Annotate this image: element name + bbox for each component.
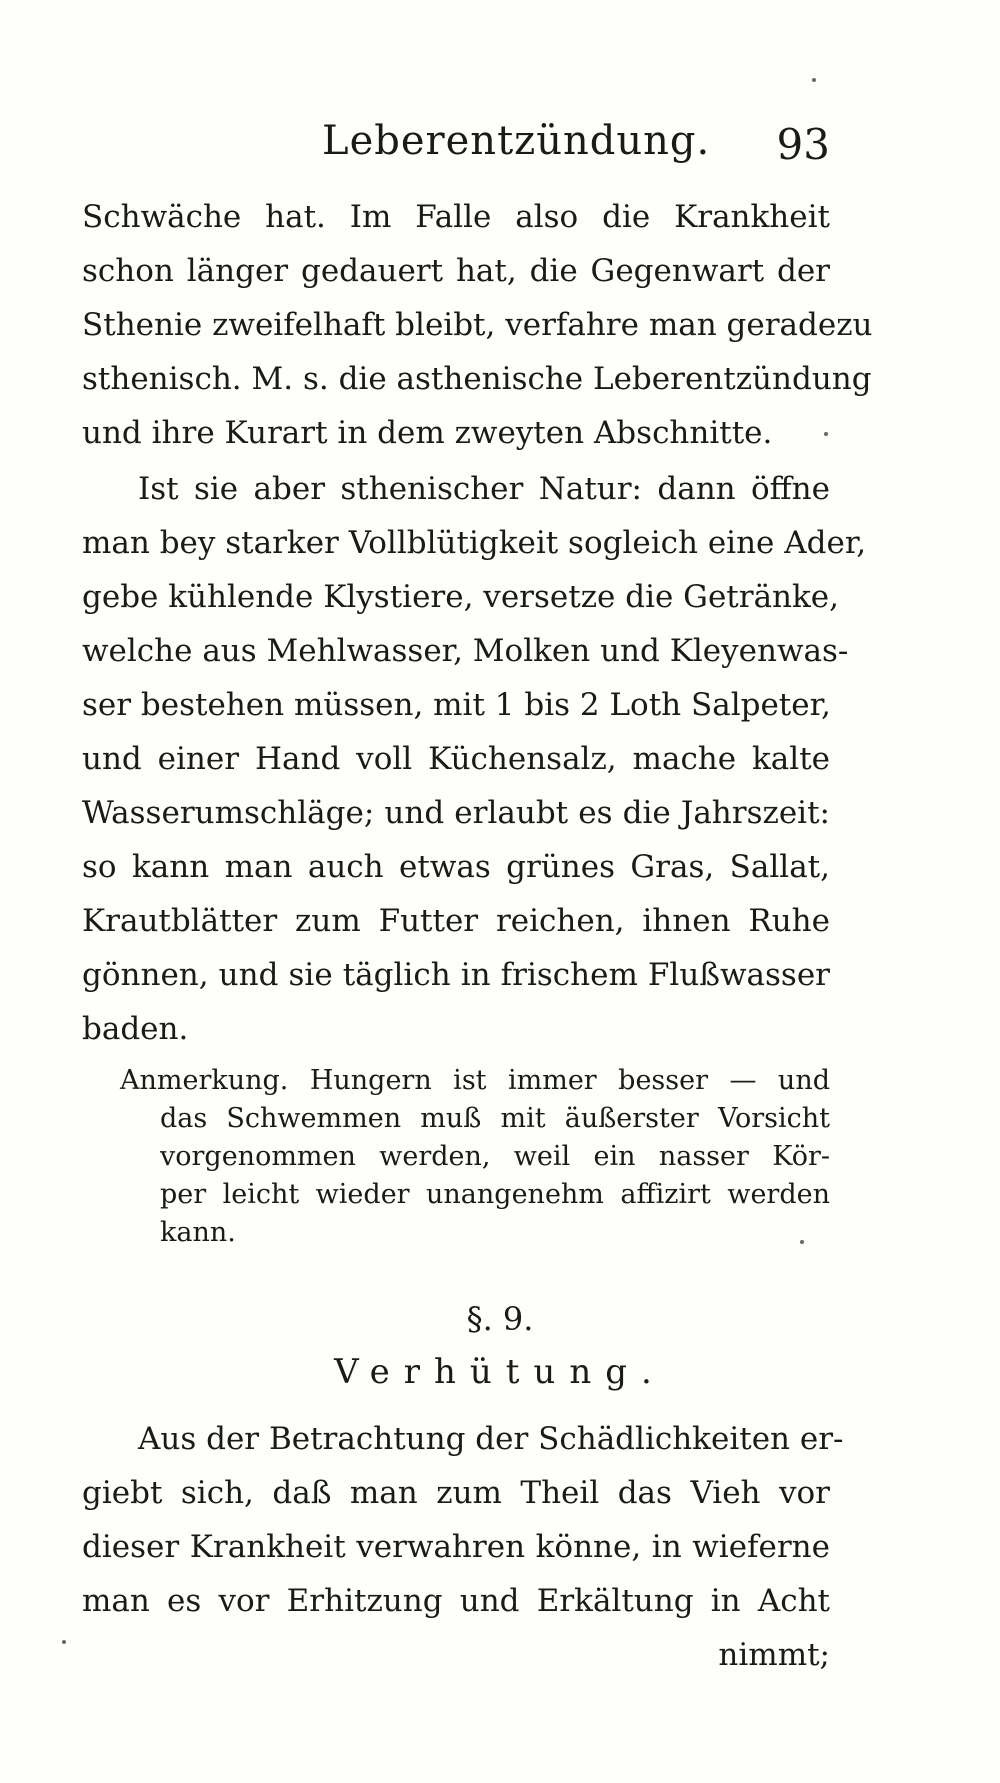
paper-speck [800, 1240, 804, 1244]
text-line: Aus der Betrachtung der Schädlichkeiten er- [138, 1421, 844, 1457]
note-line: kann. [160, 1217, 236, 1248]
footnote-remark [120, 1062, 830, 1252]
paragraph-1 [82, 190, 873, 460]
text-line: Sthenie zweifelhaft bleibt, verfahre man geradezu [82, 307, 873, 343]
paragraph-2 [82, 462, 867, 1056]
text-line: giebt sich, daß man zum Theil das Vieh vor [82, 1475, 830, 1511]
page-header [82, 118, 830, 178]
text-line: Krautblätter zum Futter reichen, ihnen Ruhe [82, 903, 830, 939]
catchword: nimmt; [718, 1637, 830, 1673]
paper-speck [812, 78, 816, 82]
note-line: per leicht wieder unangenehm affizirt werden [160, 1179, 830, 1210]
text-line: schon länger gedauert hat, die Gegenwart der [82, 253, 830, 289]
paragraph-3 [82, 1412, 844, 1682]
note-line: das Schwemmen muß mit äußerster Vorsicht [160, 1103, 830, 1134]
section-heading: Verhütung. [334, 1352, 666, 1392]
note-line: Anmerkung. Hungern ist immer besser — und [120, 1065, 830, 1096]
text-line: und einer Hand voll Küchensalz, mache kalte [82, 741, 830, 777]
text-line: gönnen, und sie täglich in frischem Flußwasser [82, 957, 830, 993]
paper-speck [62, 1640, 66, 1644]
text-line: dieser Krankheit verwahren könne, in wieferne [82, 1529, 830, 1565]
note-line: vorgenommen werden, weil ein nasser Kör- [160, 1141, 830, 1172]
text-line: baden. [82, 1011, 189, 1047]
text-line: man es vor Erhitzung und Erkältung in Acht [82, 1583, 830, 1619]
text-line: Ist sie aber sthenischer Natur: dann öffne [138, 471, 830, 507]
text-line: so kann man auch etwas grünes Gras, Sallat, [82, 849, 830, 885]
paper-speck [824, 432, 828, 436]
text-line: Schwäche hat. Im Falle also die Krankheit [82, 199, 830, 235]
page-number: 93 [776, 120, 830, 169]
text-line: man bey starker Vollblütigkeit sogleich eine Ader, [82, 525, 867, 561]
text-line: Wasserumschläge; und erlaubt es die Jahrszeit: [82, 795, 830, 831]
text-line: welche aus Mehlwasser, Molken und Kleyenwas- [82, 633, 849, 669]
section-number: §. 9. [466, 1300, 534, 1338]
text-line: gebe kühlende Klystiere, versetze die Getränke, [82, 579, 840, 615]
text-line: ser bestehen müssen, mit 1 bis 2 Loth Salpeter, [82, 687, 831, 723]
text-line: und ihre Kurart in dem zweyten Abschnitte. [82, 415, 773, 451]
text-line: sthenisch. M. s. die asthenische Leberentzündung [82, 361, 872, 397]
running-title: Leberentzündung. [322, 118, 711, 164]
